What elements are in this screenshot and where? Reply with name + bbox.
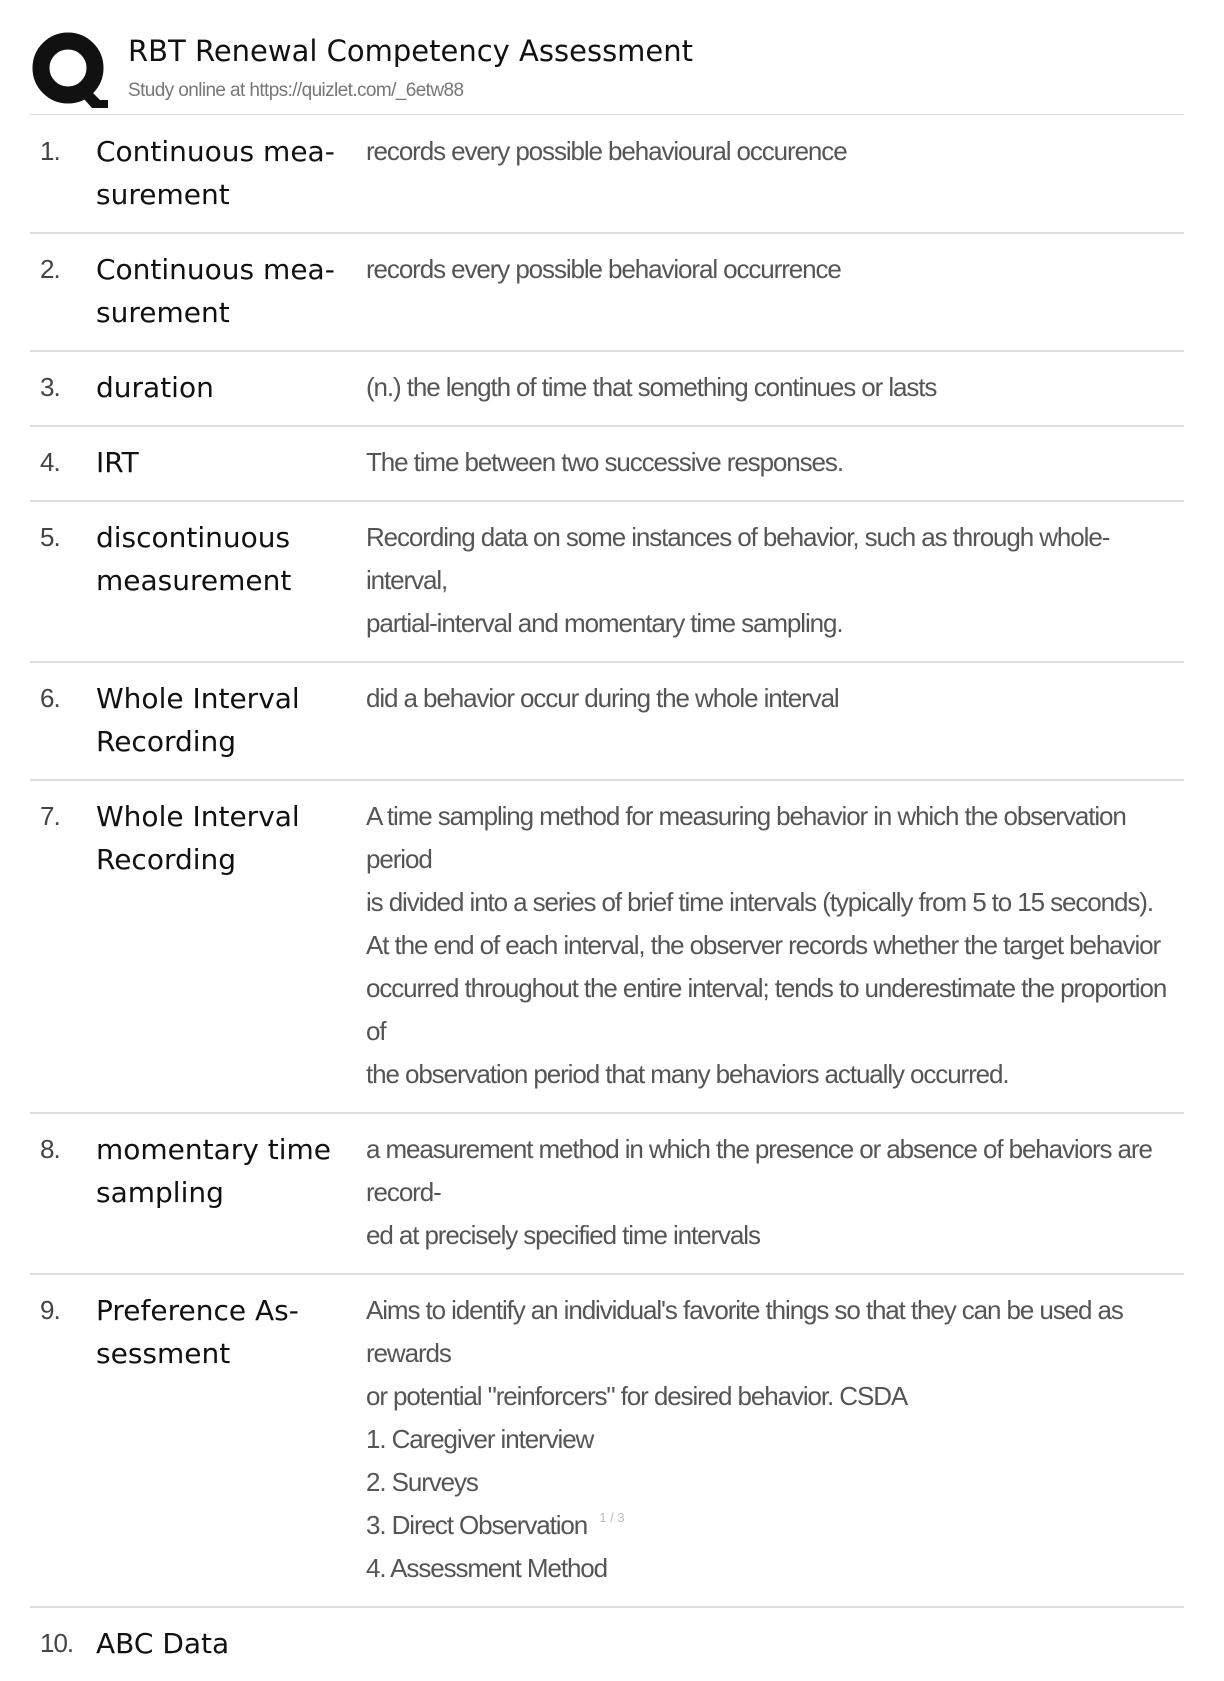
card-term: Whole Interval Recording: [96, 682, 300, 758]
flashcard-row: [30, 427, 1184, 502]
card-number: 4.: [40, 447, 60, 477]
card-term: IRT: [96, 446, 139, 479]
card-definition: (n.) the length of time that something continues or lasts: [366, 372, 937, 402]
card-term: duration: [96, 371, 214, 404]
card-definition: records every possible behavioral occurrence: [366, 254, 841, 284]
card-term: Continuous mea- surement: [96, 253, 335, 329]
card-definition: records every possible behavioural occurence: [366, 136, 847, 166]
card-number: 6.: [40, 683, 60, 713]
card-number: 8.: [40, 1134, 60, 1164]
flashcard-row: [30, 502, 1184, 663]
flashcard-row: [30, 781, 1184, 1114]
flashcard-row: [30, 1114, 1184, 1275]
flashcard-row: [30, 1275, 1184, 1608]
card-number: 7.: [40, 801, 60, 831]
card-number: 10.: [40, 1628, 74, 1658]
card-definition: The time between two successive responses.: [366, 447, 843, 477]
card-number: 1.: [40, 136, 60, 166]
card-term: momentary time sampling: [96, 1133, 332, 1209]
flashcard-row: [30, 352, 1184, 427]
card-number: 9.: [40, 1295, 60, 1325]
card-definition: A time sampling method for measuring behavior in which the observation period is divided into a series of brief time intervals (typically from 5 to 15 seconds). At the end of each interval, the observer records whether the target behavior occurred throughout the entire interval; tends to underestimate the proportion of the observation period that many behaviors actually occurred.: [366, 801, 1167, 1089]
card-term: Whole Interval Recording: [96, 800, 300, 876]
card-number: 3.: [40, 372, 60, 402]
card-definition: did a behavior occur during the whole interval: [366, 683, 839, 713]
page-title: RBT Renewal Competency Assessment: [128, 34, 694, 68]
card-definition: Recording data on some instances of behavior, such as through whole-interval, partial-interval and momentary time sampling.: [366, 522, 1110, 638]
card-definition: Aims to identify an individual's favorite things so that they can be used as rewards or potential "reinforcers" for desired behavior. CSDA 1. Caregiver interview 2. Surveys 3. Direct Observation 4. Assessment Method: [366, 1295, 1123, 1583]
header-divider: [30, 114, 1184, 115]
flashcard-row: [30, 1608, 1184, 1681]
page-header: [30, 28, 1190, 114]
flashcard-list: [30, 116, 1184, 1681]
flashcard-row: [30, 663, 1184, 781]
card-number: 5.: [40, 522, 60, 552]
quizlet-logo-icon: [30, 30, 110, 110]
card-definition: a measurement method in which the presence or absence of behaviors are record- ed at precisely specified time intervals: [366, 1134, 1152, 1250]
card-number: 2.: [40, 254, 60, 284]
card-term: discontinuous measurement: [96, 521, 292, 597]
page-number: 1 / 3: [599, 1510, 625, 1525]
flashcard-row: [30, 116, 1184, 234]
card-term: Preference As- sessment: [96, 1294, 299, 1370]
card-definition: [366, 1622, 1184, 1665]
card-term: ABC Data: [96, 1627, 230, 1660]
flashcard-row: [30, 234, 1184, 352]
card-term: Continuous mea- surement: [96, 135, 335, 211]
study-online-link[interactable]: Study online at https://quizlet.com/_6etw88: [128, 80, 464, 101]
